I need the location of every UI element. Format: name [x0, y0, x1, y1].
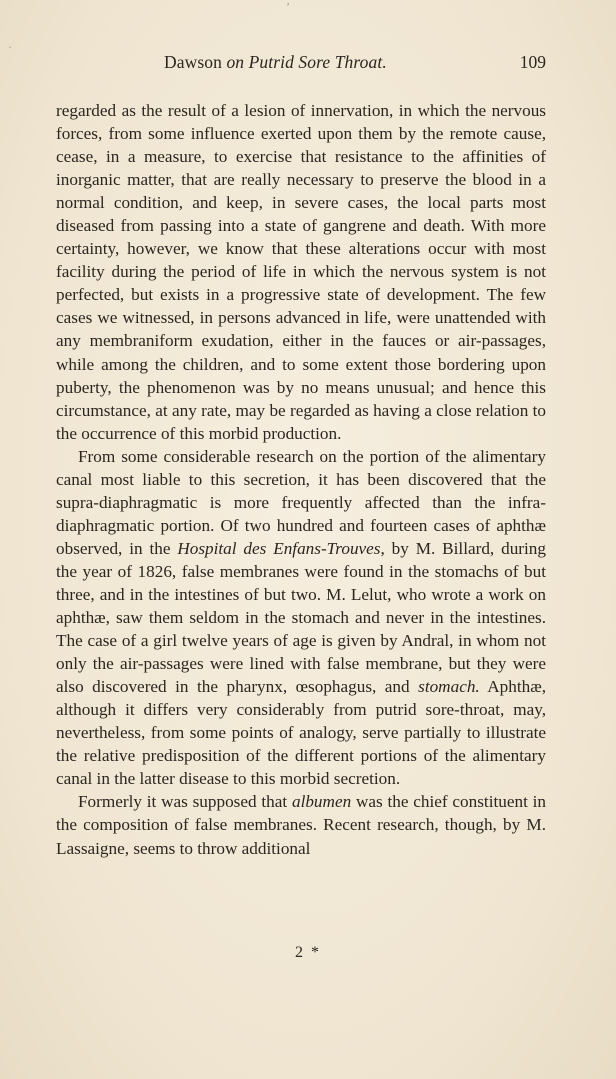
page-number: 109 [519, 52, 546, 72]
paragraph [56, 99, 546, 445]
running-head-author: Dawson [164, 52, 227, 72]
paragraph [56, 445, 546, 791]
paragraph-text: From some considerable research on the portion of the alimentary canal most liable to this secretion, it has been discovered that the supra-diaphragmatic is more frequently affected than the infra-diaphragmatic portion. Of two hundred and fourteen cases of aphthæ observed, in the [56, 446, 546, 558]
running-head [164, 52, 387, 73]
running-head-title: on Putrid Sore Throat. [226, 52, 387, 72]
signature-mark: 2 * [295, 944, 321, 961]
italic-text: stomach. [418, 677, 480, 697]
italic-text: Hospital des Enfans-Trouves [177, 538, 381, 558]
paragraph-text: was the chief constituent in the composition of false membranes. Recent research, though, by M. Lassaigne, seems to throw additional [56, 792, 547, 858]
page-header [56, 52, 546, 78]
paragraph-text: Aphthæ, although it differs very considerably from putrid sore-throat, may, nevertheless, from some points of analogy, serve partially to illustrate the relative predisposition of the different portions of the alimentary canal in the latter disease to this morbid secretion. [56, 677, 546, 789]
paragraph [56, 790, 546, 859]
paragraph-text: , by M. Billard, during the year of 1826, false membranes were found in the stomachs of but three, and in the intestines of but two. M. Lelut, who wrote a work on aphthæ, saw them seldom in the stomach and never in the intestines. The case of a girl twelve years of age is given by Andral, in whom not only the air-passages were lined with false membrane, but they were also discovered in the pharynx, œsophagus, and [56, 538, 546, 697]
speck-mark: · [8, 40, 12, 54]
speck-mark: ʼ [286, 0, 290, 14]
body-text [56, 99, 546, 860]
italic-text: albumen [291, 792, 352, 812]
paragraph-text: regarded as the result of a lesion of innervation, in which the nervous forces, from some influence exerted upon them by the remote cause, cease, in a measure, to exercise that resistance to the affinities of inorganic matter, that are really necessary to preserve the blood in a normal condition, and keep, in severe cases, the local parts most diseased from passing into a state of gangrene and death. With more certainty, however, we know that these alterations occur with most facility during the period of life in which the nervous system is not perfected, but exists in a progressive state of development. The few cases we witnessed, in persons advanced in life, were unattended with any membraniform exudation, either in the fauces or air-passages, while among the children, and to some extent those bordering upon puberty, the phenomenon was by no means unusual; and hence this circumstance, at any rate, may be regarded as having a close relation to the occurrence of this morbid production. [56, 101, 546, 443]
paragraph-text: Formerly it was supposed that [78, 792, 292, 812]
